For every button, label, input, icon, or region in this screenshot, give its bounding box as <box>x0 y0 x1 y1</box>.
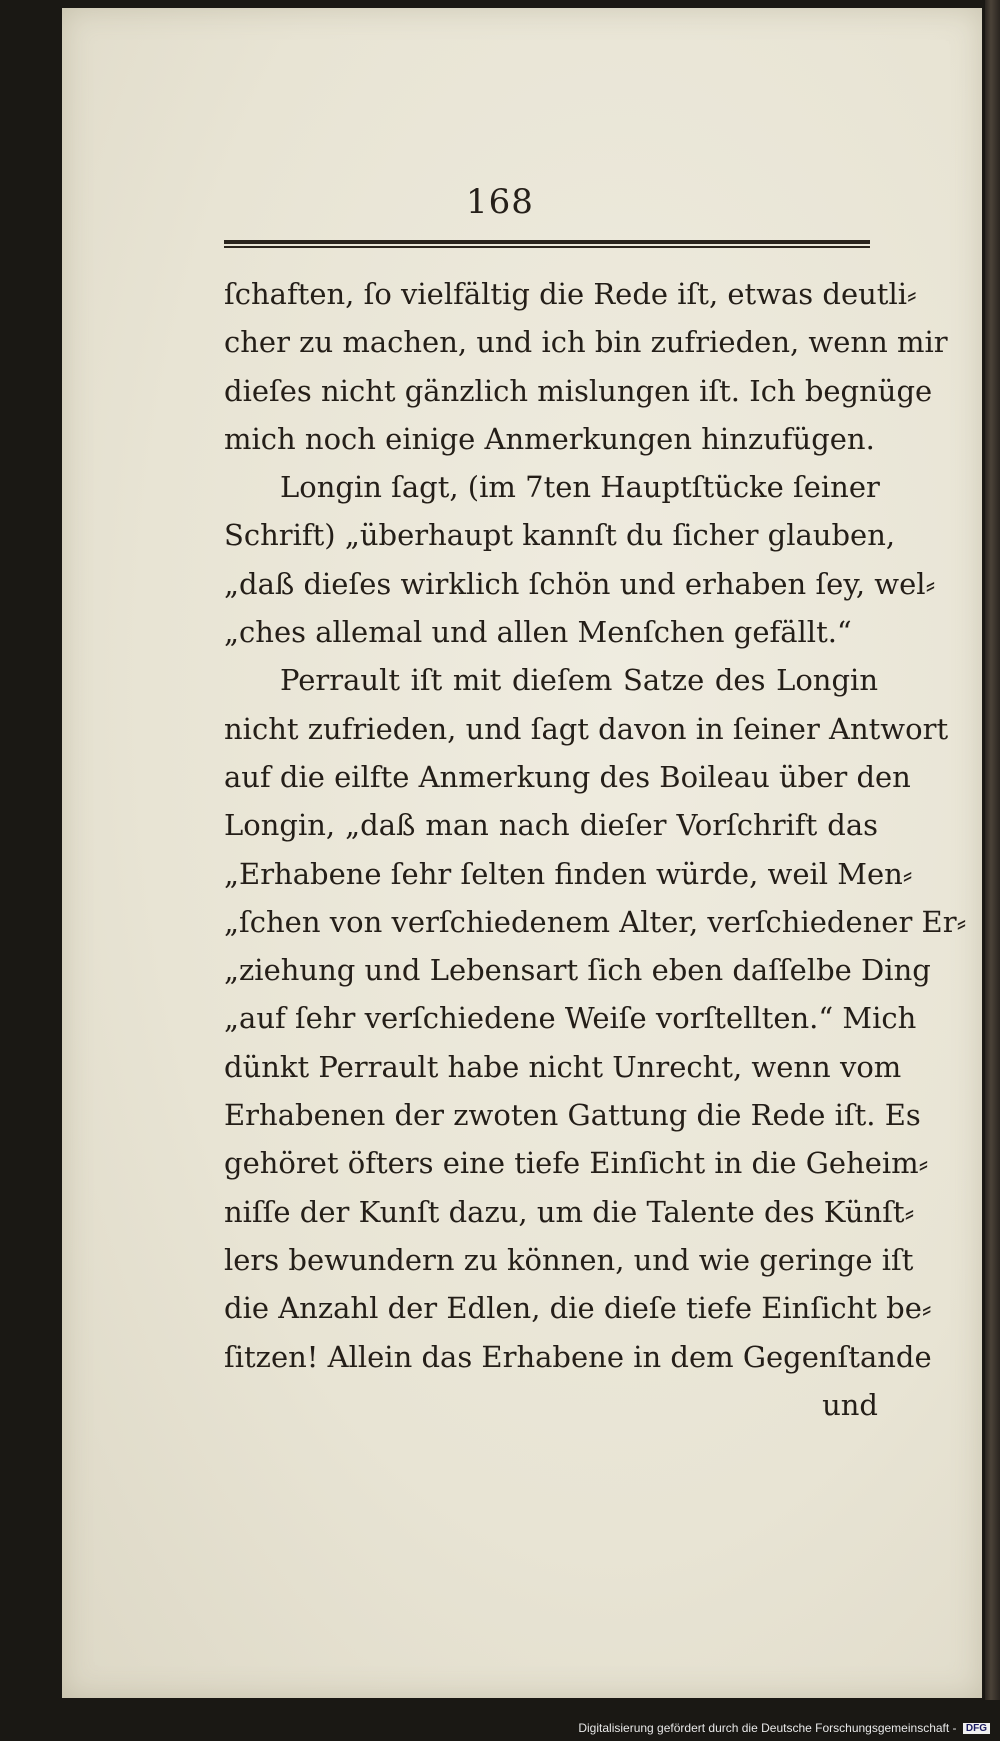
text-line: ſchaften, ſo vielfältig die Rede iſt, etwas deutli⸗ <box>224 277 917 311</box>
text-line: Longin ſagt, (im 7ten Hauptſtücke ſeiner <box>280 470 880 505</box>
text-line: „ches allemal und allen Menſchen gefällt.“ <box>224 615 852 650</box>
text-line: Perrault iſt mit dieſem Satze des Longin <box>280 663 878 698</box>
credit-text: Digitalisierung gefördert durch die Deutsche Forschungsgemeinschaft - <box>578 1721 957 1735</box>
text-line: cher zu machen, und ich bin zufrieden, wenn mir <box>224 325 948 360</box>
page-number: 168 <box>466 182 534 222</box>
text-line: ſitzen! Allein das Erhabene in dem Gegenſtande <box>224 1339 932 1374</box>
text-line: mich noch einige Anmerkungen hinzufügen. <box>224 421 875 456</box>
digitization-credit <box>578 1721 990 1735</box>
text-line: „Erhabene ſehr ſelten finden würde, weil Men⸗ <box>224 856 913 891</box>
text-line: nicht zufrieden, und ſagt davon in ſeiner Antwort <box>224 711 949 746</box>
text-line: Schrift) „überhaupt kannſt du ſicher glauben, <box>224 518 896 553</box>
text-line: „ſchen von verſchiedenem Alter, verſchiedener Er⸗ <box>224 904 967 939</box>
text-line: „daß dieſes wirklich ſchön und erhaben ſey, wel⸗ <box>224 566 936 601</box>
catchword: und <box>822 1387 878 1422</box>
header-rule <box>224 240 870 248</box>
body-text <box>224 270 967 1429</box>
text-line: lers bewundern zu können, und wie geringe iſt <box>224 1242 914 1277</box>
text-line: „auf ſehr verſchiedene Weiſe vorſtellten.“ Mich <box>224 1001 917 1036</box>
text-line: niſſe der Kunſt dazu, um die Talente des Künſt⸗ <box>224 1194 915 1229</box>
text-line: auf die eilfte Anmerkung des Boileau über den <box>224 759 911 794</box>
text-line: dieſes nicht gänzlich mislungen iſt. Ich begnüge <box>224 373 933 408</box>
text-line: „ziehung und Lebensart ſich eben daſſelbe Ding <box>224 953 931 988</box>
text-line: die Anzahl der Edlen, die dieſe tiefe Einſicht be⸗ <box>224 1291 932 1326</box>
text-line: dünkt Perrault habe nicht Unrecht, wenn vom <box>224 1049 902 1084</box>
text-line: gehöret öfters eine tiefe Einſicht in die Geheim⸗ <box>224 1146 929 1181</box>
text-line: Longin, „daß man nach dieſer Vorſchrift das <box>224 808 878 843</box>
page-edge <box>985 0 1000 1700</box>
dfg-logo-icon: DFG <box>963 1723 990 1734</box>
text-line: Erhabenen der zwoten Gattung die Rede iſt. Es <box>224 1098 921 1133</box>
